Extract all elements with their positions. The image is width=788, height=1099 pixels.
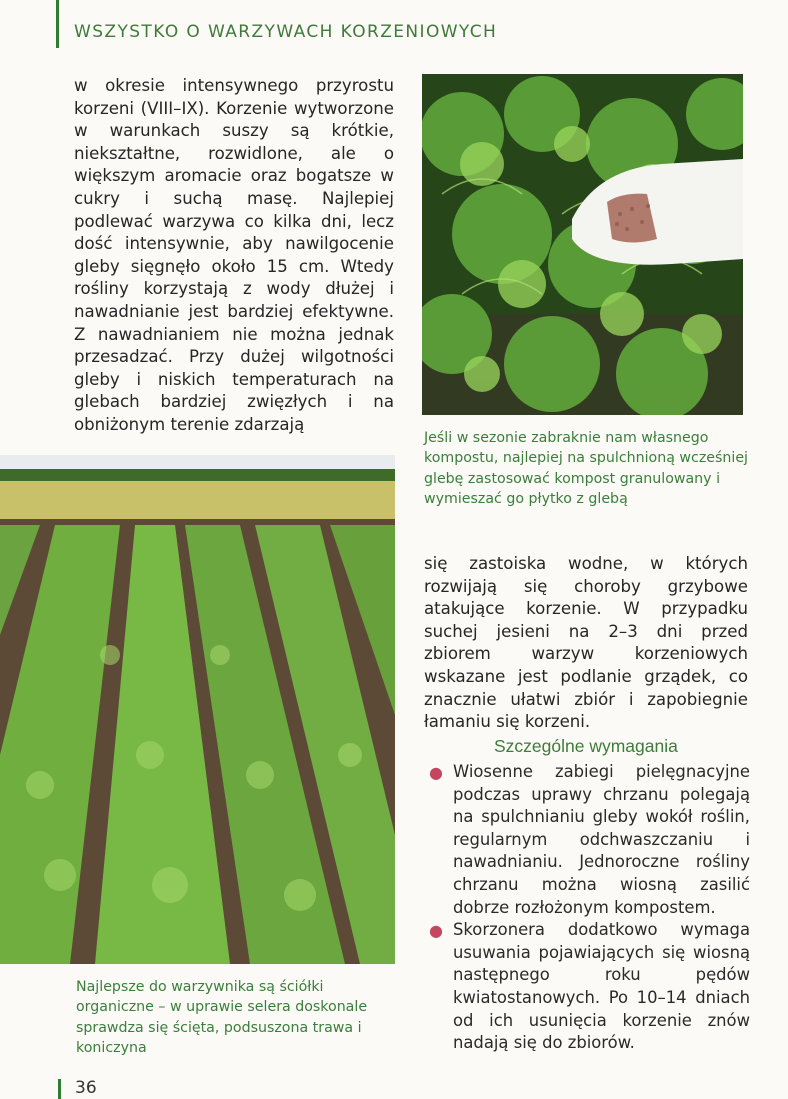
caption-carrot-photo: Jeśli w sezonie zabraknie nam własnego kompostu, najlepiej na spulchnioną wcześniej glebę zastosować kompost granulowany i wymieszać go płytko z glebą xyxy=(424,430,748,507)
running-header: WSZYSTKO O WARZYWACH KORZENIOWYCH xyxy=(74,22,498,42)
header-accent-bar xyxy=(56,0,59,48)
caption-field-photo: Najlepsze do warzywnika są ściółki organiczne – w uprawie selera doskonale sprawdza się ścięta, podsuszona trawa i koniczyna xyxy=(76,979,368,1056)
list-item xyxy=(424,761,750,919)
bullet-dot-icon: ● xyxy=(429,921,443,941)
section-heading: Szczególne wymagania xyxy=(494,736,678,756)
bullet-dot-icon: ● xyxy=(429,763,443,782)
footer-accent-bar xyxy=(58,1079,61,1099)
bullet-text: Skorzonera dodatkowo wymaga usuwania pojawiających się wiosną następnego roku pędów kwiatostanowych. Po 10–14 dniach od ich usunięcia korzenie znów nadają się do zbiorów. xyxy=(453,920,750,1053)
requirements-list xyxy=(424,761,750,1055)
body-text-right: się zastoiska wodne, w których rozwijają się choroby grzybowe atakujące korzenie. W przypadku suchej jesieni na 2–3 dni przed zbiorem warzyw korzeniowych wskazane jest podlanie grządek, co znacznie ułatwi zbiór i zapobiegnie łamaniu się korzeni. xyxy=(424,554,748,732)
list-item xyxy=(424,919,750,1055)
photo-carrot-seedlings-compost xyxy=(422,74,743,415)
page-number: 36 xyxy=(75,1078,97,1098)
photo-celery-field-mulch xyxy=(0,455,395,964)
body-text-left: w okresie intensywnego przyrostu korzeni (VIII–IX). Korzenie wytworzone w warunkach suszy są krótkie, niekształtne, rozwidlone, ale o większym aromacie oraz bogatsze w cukry i suchą masę. Najlepiej podlewać warzywa co kilka dni, lecz dość intensywnie, aby nawilgocenie gleby sięgnęło około 15 cm. Wtedy rośliny korzystają z wody dłużej i nawadnianie jest bardziej efektywne. Z nawadnianiem nie można jednak przesadzać. Przy dużej wilgotności gleby i niskich temperaturach na glebach bardziej zwięzłych i na obniżonym terenie zdarzają xyxy=(74,76,394,434)
bullet-text: Wiosenne zabiegi pielęgnacyjne podczas uprawy chrzanu polegają na spulchnianiu gleby wokół roślin, regularnym odchwaszczaniu i nawadnianiu. Jednoroczne rośliny chrzanu można wiosną zasilić dobrze rozłożonym kompostem. xyxy=(453,762,750,917)
